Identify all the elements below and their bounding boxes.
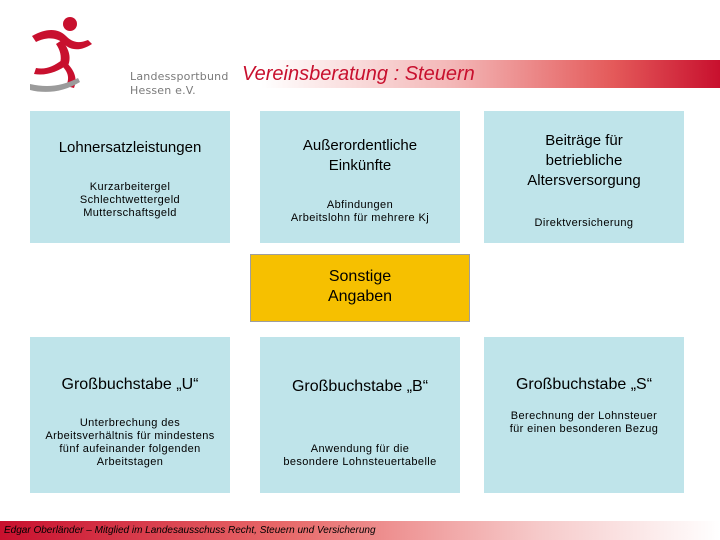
box-title: Großbuchstabe „S“ <box>515 376 653 393</box>
logo-text <box>130 70 229 98</box>
box-grossbuchstabe-u <box>30 337 230 493</box>
box-subtitle: Kurzarbeitergel Schlechtwettergeld Mutterschaftsgeld <box>79 181 181 219</box>
box-subtitle: Berechnung der Lohnsteuer für einen besonderen Bezug <box>509 410 659 435</box>
box-title: Sonstige Angaben <box>327 268 393 305</box>
box-subtitle: Anwendung für die besondere Lohnsteuertabelle <box>283 443 437 468</box>
box-title: Außerordentliche Einkünfte <box>302 137 418 174</box>
box-subtitle: Unterbrechung des Arbeitsverhältnis für mindestens fünf aufeinander folgenden Arbeitstagen <box>45 417 215 468</box>
box-ausserordentliche-einkuenfte <box>260 111 460 243</box>
logo-line-2: Hessen e.V. <box>130 84 196 97</box>
landessportbund-logo <box>28 14 229 97</box>
box-title: Großbuchstabe „B“ <box>291 378 429 395</box>
box-title: Lohnersatzleistungen <box>58 139 202 156</box>
footer-text: Edgar Oberländer – Mitglied im Landesausschuss Recht, Steuern und Versicherung <box>4 525 376 536</box>
logo-line-1: Landessportbund <box>130 70 229 83</box>
box-grossbuchstabe-s <box>484 337 684 493</box>
page-title: Vereinsberatung : Steuern <box>242 63 475 85</box>
box-subtitle: Abfindungen Arbeitslohn für mehrere Kj <box>290 199 430 224</box>
box-sonstige-angaben <box>250 254 470 322</box>
box-subtitle: Direktversicherung <box>534 217 634 229</box>
box-lohnersatzleistungen <box>30 111 230 243</box>
box-betriebliche-altersversorgung <box>484 111 684 243</box>
box-grossbuchstabe-b <box>260 337 460 493</box>
box-title: Großbuchstabe „U“ <box>61 376 199 393</box>
box-title: Beiträge für betriebliche Altersversorgung <box>527 132 641 189</box>
